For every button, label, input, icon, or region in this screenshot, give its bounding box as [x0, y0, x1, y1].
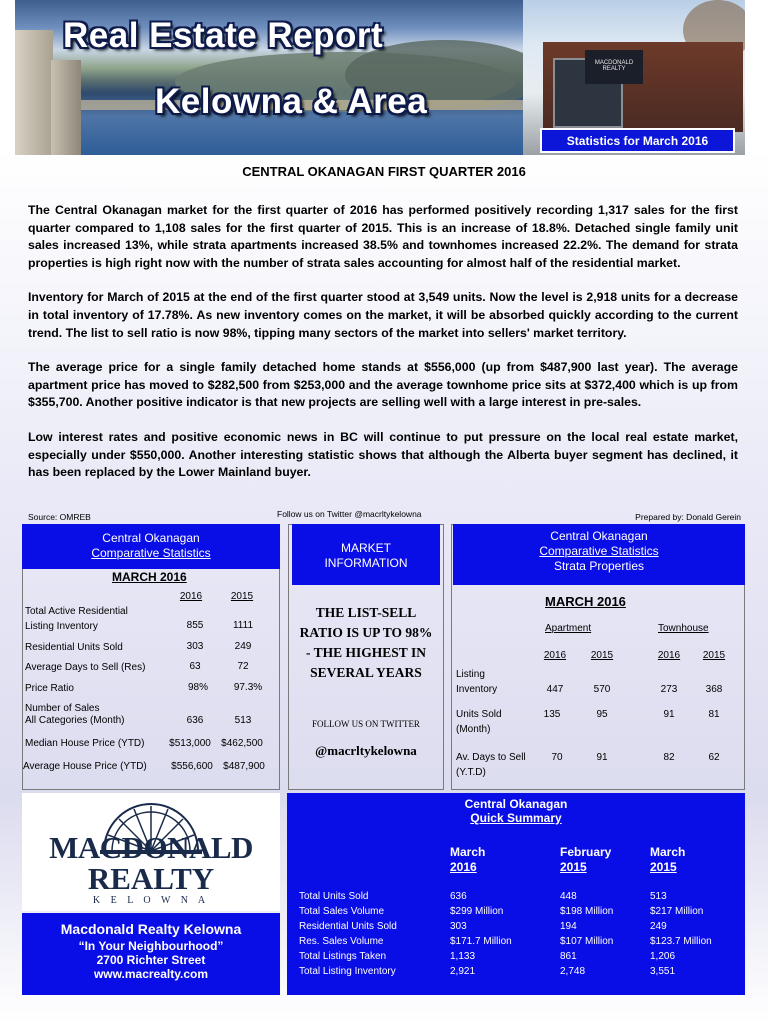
- market-info-header: [292, 524, 440, 585]
- logo-city: K E L O W N A: [92, 895, 210, 906]
- value-2016: $513,000: [169, 738, 211, 749]
- strata-subtitle2: Strata Properties: [553, 559, 645, 573]
- strata-header: [453, 524, 745, 585]
- qs-col-head: 2015: [650, 860, 677, 874]
- article-paragraph: The average price for a single family detached home stands at $556,000 (up from $487,900 last year). The average apartment price has moved to $282,500 from $253,000 and the average townhome price sits at $372,400 which is up from $355,700. Another positive indicator is that new projects are selling well with a large interest in pre-sales.: [28, 360, 738, 410]
- row-label: Residential Units Sold: [25, 642, 123, 653]
- comparative-title: Central Okanagan: [102, 531, 200, 545]
- qs-col-head: February: [560, 845, 612, 859]
- qs-value: $217 Million: [650, 906, 704, 917]
- qs-value: 303: [450, 921, 467, 932]
- qs-col-head: 2015: [560, 860, 587, 874]
- row-label: Average House Price (YTD): [23, 761, 147, 772]
- strata-subtitle: Comparative Statistics: [539, 544, 659, 558]
- qs-value: 3,551: [650, 966, 676, 977]
- row-label: Total Active Residential: [25, 606, 128, 617]
- article-headline: CENTRAL OKANAGAN FIRST QUARTER 2016: [242, 164, 526, 179]
- value-2016: 98%: [187, 682, 208, 693]
- article-paragraph: Low interest rates and positive economic news in BC will continue to put pressure on the local real estate market, especially under $550,000. Another interesting statistic shows that although the Alberta buyer segment has declined, it has been replaced by the Lower Mainland buyer.: [28, 429, 738, 480]
- qs-value: 513: [650, 891, 667, 902]
- strata-month: MARCH 2016: [545, 594, 626, 609]
- header-banner: [15, 0, 745, 155]
- logo-text: MACDONALD: [49, 830, 253, 865]
- headline-line: RATIO IS UP TO 98%: [299, 625, 433, 640]
- value-2015: 72: [237, 661, 249, 672]
- strata-col: 2015: [590, 650, 614, 661]
- apartment-group: Apartment: [545, 623, 592, 634]
- qs-value: $198 Million: [560, 906, 614, 917]
- qs-value: $171.7 Million: [450, 936, 512, 947]
- comparative-header: [22, 524, 280, 569]
- row-label: All Categories (Month): [25, 715, 125, 726]
- article-paragraph: The Central Okanagan market for the first quarter of 2016 has performed positively recording 1,317 sales for the first quarter compared to 1,108 sales for the first quarter of 2015. This is an increase of 18.8%. Detached single family unit sales increased 13%, while strata apartments increased 38.5% and townhomes increased 22.2%. The demand for strata properties is high right now with the number of strata sales accounting for almost half of the residential market.: [28, 203, 738, 270]
- follow-twitter: FOLLOW US ON TWITTER: [312, 719, 420, 729]
- strata-value: 62: [708, 752, 720, 763]
- value-2015: 97.3%: [233, 682, 263, 693]
- qs-value: 249: [650, 921, 667, 932]
- store-sign: MACDONALD REALTY: [585, 50, 643, 84]
- strata-row-label: (Y.T.D): [456, 767, 486, 778]
- twitter-handle[interactable]: @macrltykelowna: [315, 743, 417, 758]
- strata-value: 570: [593, 684, 611, 695]
- qs-col-head: March: [450, 845, 486, 859]
- office-address: 2700 Richter Street: [96, 953, 206, 967]
- value-2015: 513: [234, 715, 252, 726]
- townhouse-group: Townhouse: [658, 623, 709, 634]
- strata-value: 91: [663, 709, 675, 720]
- strata-row-label: Inventory: [456, 684, 498, 695]
- article-paragraph: Inventory for March of 2015 at the end of the first quarter stood at 3,549 units. Now the level is 2,918 units for a decrease in total inventory of 17.78%. As new inventory comes on the market, it will be absorbed quickly according to the current trend. The list to sell ratio is now 98%, tipping many sectors of the market into sellers' market territory.: [28, 290, 738, 340]
- office-website[interactable]: www.macrealty.com: [93, 967, 209, 981]
- strata-value: 81: [708, 709, 720, 720]
- strata-col: 2015: [702, 650, 726, 661]
- value-2016: 855: [186, 620, 204, 631]
- row-label: Number of Sales: [25, 703, 100, 714]
- qs-row-label: Total Listing Inventory: [299, 966, 396, 977]
- qs-row-label: Total Listings Taken: [299, 951, 387, 962]
- strata-value: 447: [546, 684, 564, 695]
- value-2016: 636: [186, 715, 204, 726]
- qs-value: 2,748: [560, 966, 586, 977]
- qs-row-label: Res. Sales Volume: [299, 936, 384, 947]
- market-headline: [288, 603, 444, 683]
- value-2016: $556,600: [171, 761, 213, 772]
- row-label: Median House Price (YTD): [25, 738, 145, 749]
- report-title: Real Estate Report: [63, 16, 384, 55]
- comparative-subtitle: Comparative Statistics: [91, 546, 211, 560]
- qs-row-label: Residential Units Sold: [299, 921, 397, 932]
- col-2015: 2015: [230, 591, 254, 602]
- qs-title: Central Okanagan: [464, 797, 568, 811]
- strata-value: 91: [596, 752, 608, 763]
- strata-row-label: Av. Days to Sell: [456, 752, 526, 763]
- qs-value: 1,133: [450, 951, 476, 962]
- qs-value: $107 Million: [560, 936, 614, 947]
- qs-value: 636: [450, 891, 467, 902]
- stats-badge: Statistics for March 2016: [540, 128, 735, 153]
- headline-line: - THE HIGHEST IN: [306, 645, 426, 660]
- value-2016: 63: [189, 661, 201, 672]
- qs-value: 861: [560, 951, 577, 962]
- qs-value: 194: [560, 921, 577, 932]
- row-label: Price Ratio: [25, 683, 74, 694]
- strata-value: 95: [596, 709, 608, 720]
- strata-row-label: Listing: [456, 669, 485, 680]
- headline-line: SEVERAL YEARS: [310, 665, 422, 680]
- market-info-title: MARKET: [340, 541, 391, 555]
- strata-value: 70: [551, 752, 563, 763]
- col-2016: 2016: [179, 591, 203, 602]
- strata-row-label: (Month): [456, 724, 491, 735]
- office-contact: [22, 913, 280, 995]
- article-body: [28, 202, 738, 499]
- qs-value: $123.7 Million: [650, 936, 712, 947]
- quick-summary: [287, 793, 745, 995]
- qs-value: 448: [560, 891, 577, 902]
- office-name: Macdonald Realty Kelowna: [60, 921, 242, 937]
- strata-col: 2016: [657, 650, 681, 661]
- office-slogan: “In Your Neighbourhood”: [78, 939, 224, 953]
- report-subtitle: Kelowna & Area: [155, 82, 428, 121]
- qs-col-head: March: [650, 845, 686, 859]
- strata-col: 2016: [543, 650, 567, 661]
- qs-subtitle: Quick Summary: [470, 811, 562, 825]
- qs-value: 1,206: [650, 951, 676, 962]
- market-info-subtitle: INFORMATION: [324, 556, 408, 570]
- strata-value: 135: [543, 709, 561, 720]
- value-2015: 249: [234, 641, 252, 652]
- twitter-note: Follow us on Twitter @macrltykelowna: [277, 509, 422, 519]
- value-2016: 303: [186, 641, 204, 652]
- value-2015: 1111: [232, 620, 254, 631]
- logo-text: REALTY: [87, 861, 215, 896]
- prepared-by: Prepared by: Donald Gerein: [635, 512, 741, 522]
- comparative-month: MARCH 2016: [112, 570, 187, 584]
- strata-value: 82: [663, 752, 675, 763]
- strata-value: 273: [660, 684, 678, 695]
- qs-value: $299 Million: [450, 906, 504, 917]
- strata-value: 368: [705, 684, 723, 695]
- headline-line: THE LIST-SELL: [315, 605, 417, 620]
- qs-col-head: 2016: [450, 860, 477, 874]
- source-note: Source: OMREB: [28, 512, 91, 522]
- strata-row-label: Units Sold: [456, 709, 502, 720]
- row-label: Average Days to Sell (Res): [25, 662, 146, 673]
- row-label: Listing Inventory: [25, 621, 98, 632]
- qs-row-label: Total Units Sold: [299, 891, 369, 902]
- strata-title: Central Okanagan: [550, 529, 648, 543]
- qs-row-label: Total Sales Volume: [299, 906, 385, 917]
- qs-value: 2,921: [450, 966, 476, 977]
- value-2015: $462,500: [221, 738, 263, 749]
- company-logo: [22, 793, 280, 911]
- value-2015: $487,900: [223, 761, 265, 772]
